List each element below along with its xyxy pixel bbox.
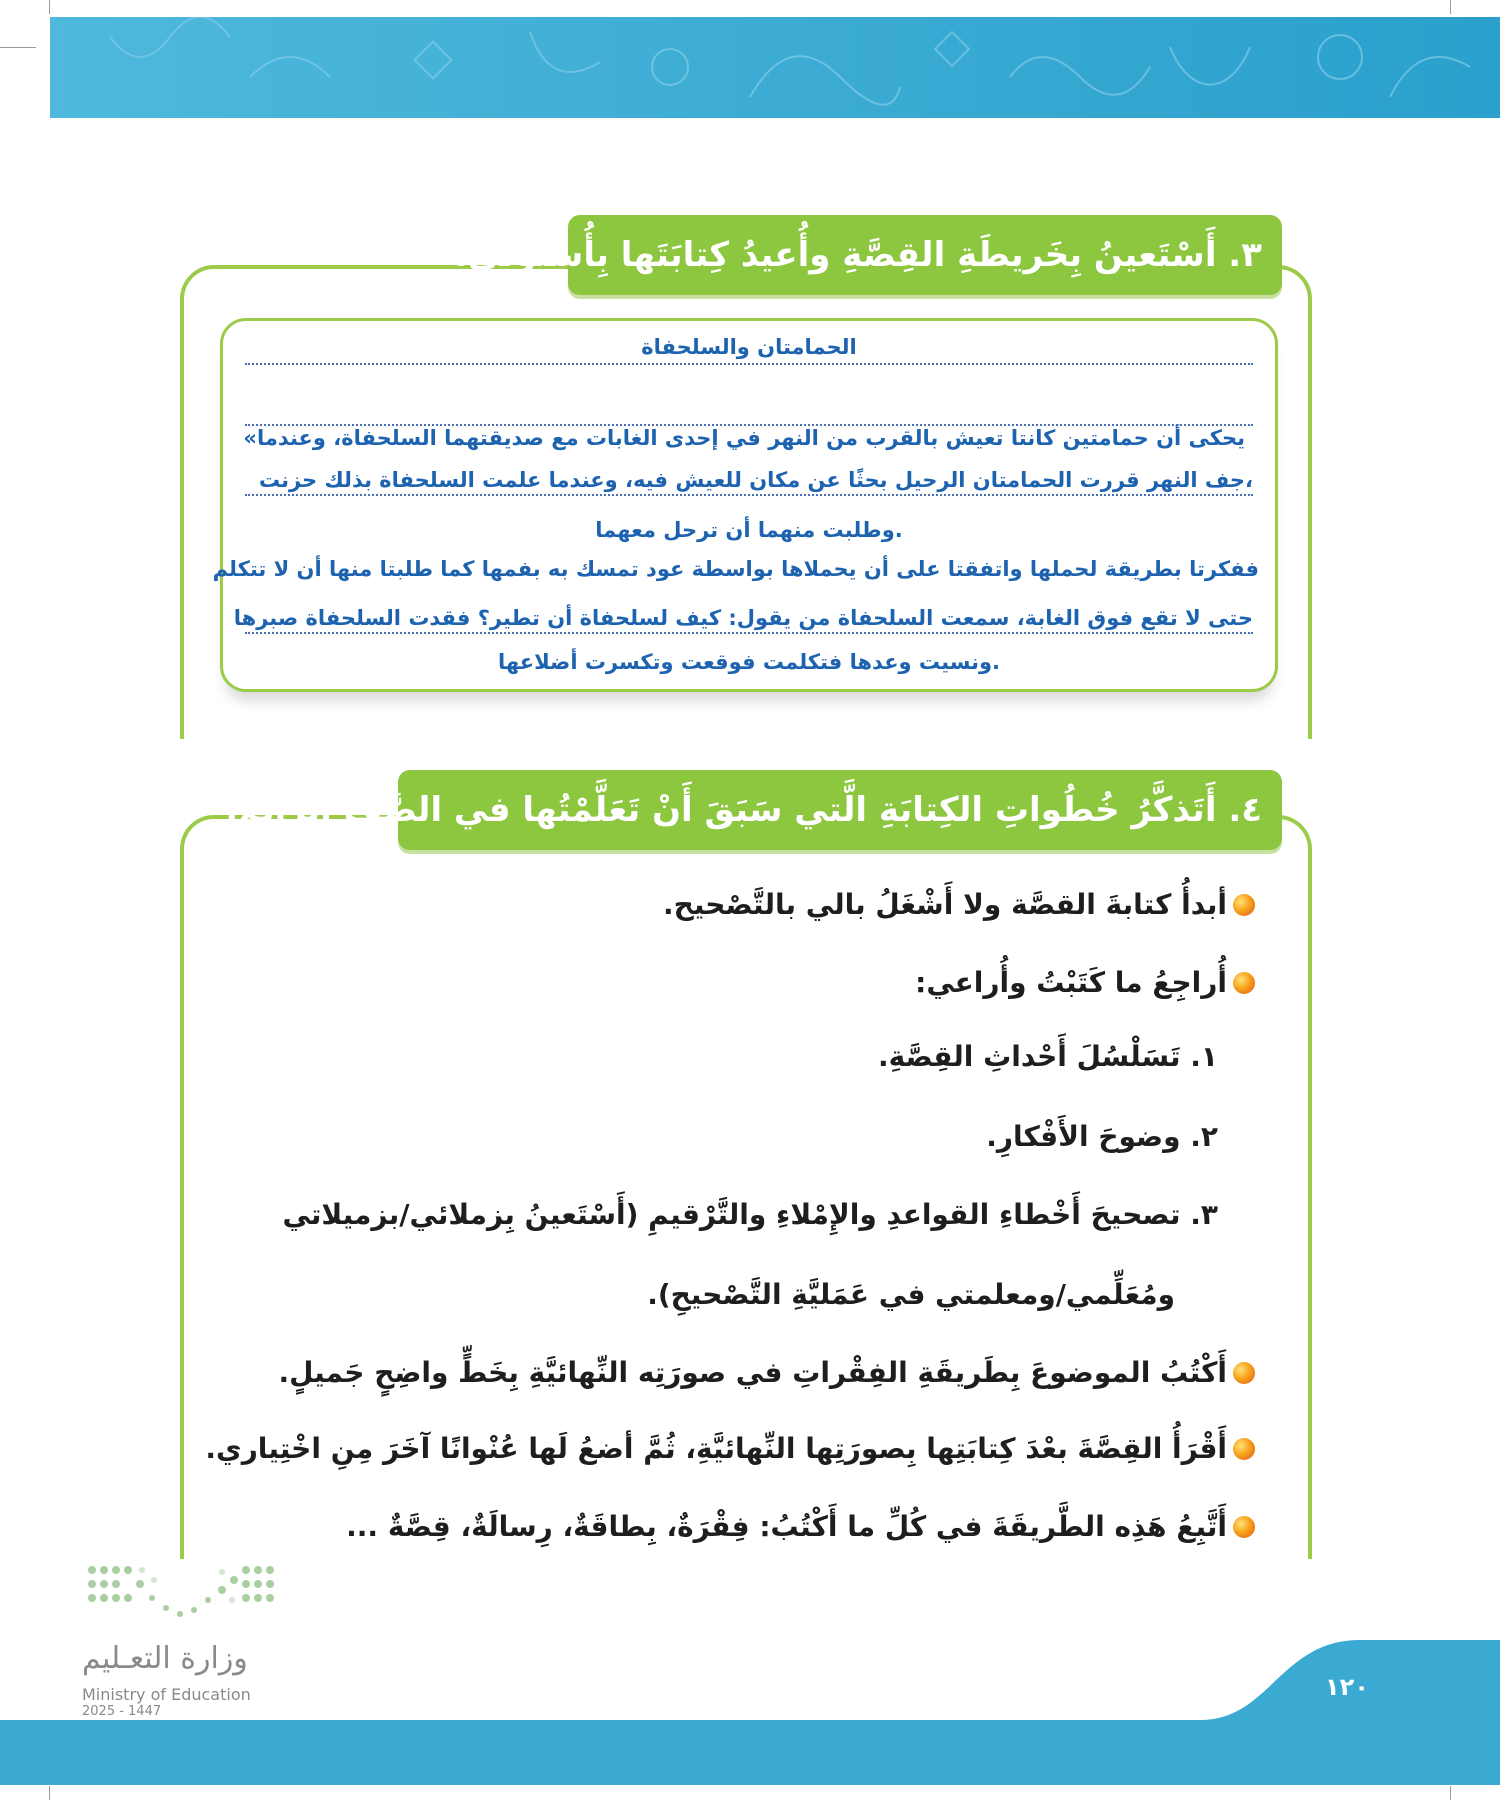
step-text: أَكْتُبُ الموضوعَ بِطَريقَةِ الفِقْراتِ في صورَتِه النِّهائيَّةِ بِخَطٍّ واضِحٍ جَميلٍ. <box>278 1356 1227 1389</box>
ministry-logo-icon <box>82 1560 282 1640</box>
crop-mark <box>0 47 36 48</box>
story-line: .وطلبت منهما أن ترحل معهما <box>595 518 903 542</box>
list-item <box>346 1510 1255 1543</box>
section4-heading: ٤. أَتَذكَّرُ خُطُواتِ الكِتابَةِ الَّتي سَبَقَ أَنْ تَعَلَّمْتُها في الصَّفِّ الرَّابِعِ: <box>225 790 1262 830</box>
dotted-writing-line <box>245 363 1253 365</box>
ministry-name-arabic: وزارة التعـليم <box>82 1641 248 1676</box>
story-line: .ونسيت وعدها فتكلمت فوقعت وتكسرت أضلاعها <box>497 650 1000 674</box>
orange-bullet-icon <box>1233 1438 1255 1460</box>
numbered-item-continuation: ومُعَلِّمي/ومعلمتي في عَمَليَّةِ التَّصْحيحِ). <box>647 1278 1175 1311</box>
story-line: حتى لا تقع فوق الغابة، سمعت السلحفاة من يقول: كيف لسلحفاة أن تطير؟ فقدت السلحفاة صبرها <box>233 606 1253 630</box>
crop-mark <box>49 1786 50 1800</box>
story-box <box>212 318 1278 692</box>
orange-bullet-icon <box>1233 972 1255 994</box>
edition-year: 2025 - 1447 <box>82 1704 162 1719</box>
list-item <box>278 1356 1255 1389</box>
step-text: أَقْرَأُ القِصَّةَ بعْدَ كِتابَتِها بِصورَتِها النِّهائيَّةِ، ثُمَّ أضعُ لَها عُنْوانًا آخَرَ مِنِ اخْتِياري. <box>205 1432 1227 1465</box>
story-line: ،جف النهر قررت الحمامتان الرحيل بحثًا عن مكان للعيش فيه، وعندما علمت السلحفاة بذلك حزنت <box>258 468 1253 492</box>
numbered-item: ٢. وضوحَ الأَفْكارِ. <box>986 1120 1218 1153</box>
list-item <box>205 1432 1255 1465</box>
section3-heading-banner <box>454 215 1282 295</box>
story-line: ففكرتا بطريقة لحملها واتفقتا على أن يحملاها بواسطة عود تمسك به بفمها كما طلبتا منها أن لا تتكلم <box>212 557 1259 581</box>
step-text: أبدأُ كتابةَ القصَّة ولا أَشْغَلُ بالي بالتَّصْحيح. <box>663 888 1227 921</box>
list-item <box>915 966 1255 999</box>
ministry-name-english: Ministry of Education <box>82 1685 251 1704</box>
top-decorative-band <box>50 17 1500 118</box>
crop-mark <box>49 0 50 14</box>
story-title: الحمامتان والسلحفاة <box>641 335 857 359</box>
orange-bullet-icon <box>1233 1362 1255 1384</box>
section3-heading: ٣. أَسْتَعينُ بِخَريطَةِ القِصَّةِ وأُعيدُ كِتابَتَها بِأُسْلوبي. <box>454 235 1262 275</box>
step-text: أُراجِعُ ما كَتَبْتُ وأُراعي: <box>915 966 1227 999</box>
list-item <box>663 888 1255 921</box>
crop-mark <box>1450 0 1451 14</box>
page-number: ١٢٠ <box>1325 1673 1369 1701</box>
story-line: يحكى أن حمامتين كانتا تعيش بالقرب من النهر في إحدى الغابات مع صديقتهما السلحفاة، وعندما» <box>243 426 1245 450</box>
numbered-item: ٣. تصحيحَ أَخْطاءِ القواعدِ والإِمْلاءِ والتَّرْقيمِ (أَسْتَعينُ بِزملائي/بزميلاتي <box>282 1198 1218 1231</box>
numbered-item: ١. تَسَلْسُلَ أَحْداثِ القِصَّةِ. <box>877 1040 1218 1073</box>
dotted-writing-line <box>245 494 1253 496</box>
step-text: أَتَّبِعُ هَذِه الطَّريقَةَ في كُلِّ ما أَكْتُبُ: فِقْرَةٌ، بِطاقَةٌ، رِسالَةٌ، قِصَّةٌ ... <box>346 1510 1227 1543</box>
dotted-writing-line <box>245 424 1253 426</box>
dotted-writing-line <box>245 632 1253 634</box>
crop-mark <box>1450 1786 1451 1800</box>
orange-bullet-icon <box>1233 1516 1255 1538</box>
section4-heading-banner <box>225 770 1282 850</box>
orange-bullet-icon <box>1233 894 1255 916</box>
